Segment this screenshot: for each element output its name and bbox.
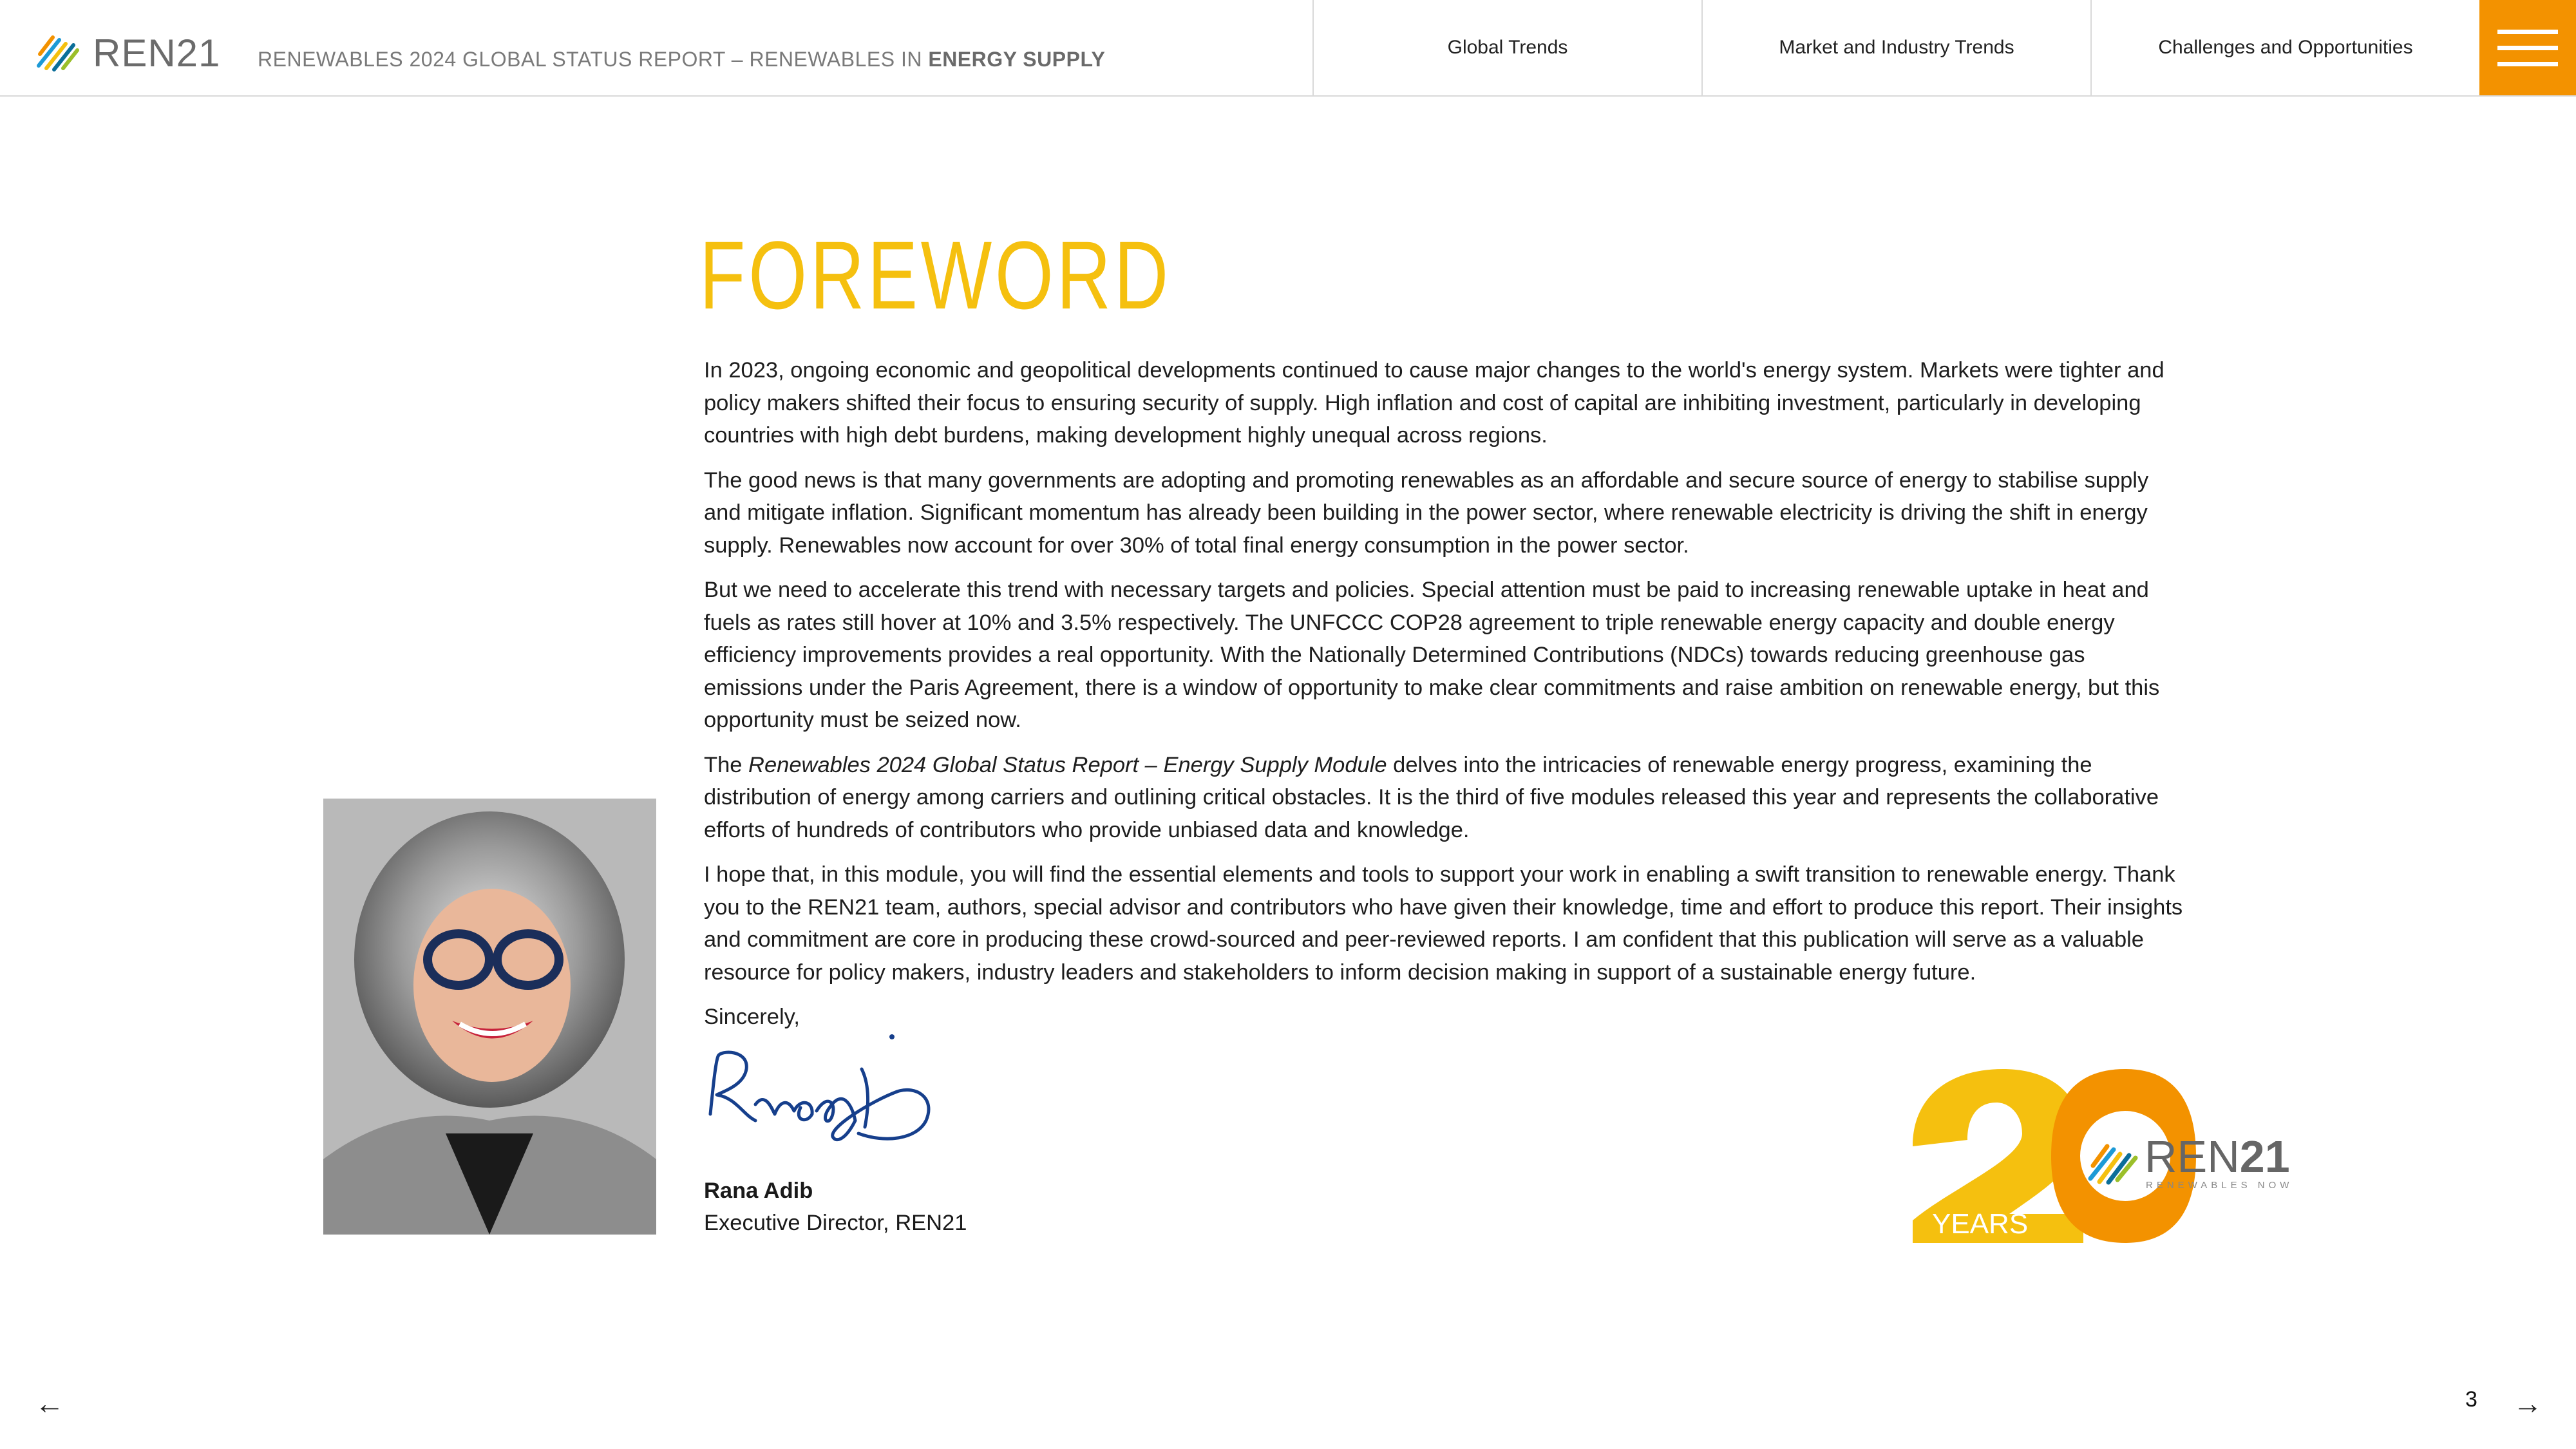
signature-image	[704, 1030, 942, 1153]
menu-line	[2497, 62, 2558, 66]
anniv-brand: REN21	[2145, 1132, 2290, 1182]
report-name: Renewables 2024 Global Status Report – Energy Supply Module	[748, 752, 1387, 777]
tab-challenges-opportunities[interactable]: Challenges and Opportunities	[2090, 0, 2479, 95]
anniv-tagline: RENEWABLES NOW	[2146, 1180, 2293, 1191]
tab-market-industry-trends[interactable]: Market and Industry Trends	[1701, 0, 2090, 95]
paragraph: The good news is that many governments are adopting and promoting renewables as an affordable and secure source of energy to stabilise supply and mitigate inflation. Significant momentum has already been building in the power sector, where renewable electricity is driving the shift in energy supply. Renewables now account for over 30% of total final energy consumption in the power sector.	[704, 468, 2149, 558]
portrait-illustration	[323, 799, 656, 1235]
arrow-right-icon[interactable]: →	[2513, 1387, 2543, 1420]
ren21-logo-icon	[33, 28, 82, 77]
years-label: YEARS	[1932, 1208, 2029, 1240]
closing: Sincerely,	[704, 1005, 800, 1029]
paragraph-suffix: delves into the intricacies of renewable energy progress, examining the distribution of energy among carriers and outlining critical obstacles. It is the third of five modules released this year and represents the collaborative efforts of hundreds of contributors who provide unbiased data and knowledge.	[704, 752, 2159, 842]
page-title: FOREWORD	[699, 221, 1171, 329]
section-nav	[1312, 0, 2479, 95]
arrow-left-icon[interactable]: ←	[35, 1387, 64, 1420]
paragraph-prefix: The	[704, 752, 749, 777]
tab-global-trends[interactable]: Global Trends	[1312, 0, 1701, 95]
paragraph	[704, 749, 2185, 847]
top-bar	[0, 0, 2576, 97]
menu-line	[2497, 46, 2558, 50]
ren21-logo[interactable]	[33, 28, 220, 77]
portrait-photo	[323, 799, 656, 1235]
hamburger-menu-icon[interactable]	[2479, 0, 2576, 95]
paragraph: In 2023, ongoing economic and geopolitical developments continued to cause major changes to the world's energy system. Markets were tighter and policy makers shifted their focus to ensuring security of supply. High inflation and cost of capital are inhibiting investment, particularly in developing countries with high debt burdens, making development highly unequal across regions.	[704, 358, 2164, 448]
signer-name: Rana Adib	[704, 1179, 813, 1203]
report-title-emphasis: ENERGY SUPPLY	[928, 48, 1106, 71]
report-title	[258, 48, 1105, 71]
paragraph: I hope that, in this module, you will find the essential elements and tools to support your work in enabling a swift transition to renewable energy. Thank you to the REN21 team, authors, special advisor and contributors who have given their knowledge, time and effort to produce this report. Their insights and commitment are core in producing these crowd-sourced and peer-reviewed reports. I am confident that this publication will serve as a valuable resource for policy makers, industry leaders and stakeholders to inform decision making in support of a sustainable energy future.	[704, 862, 2183, 985]
foreword-body	[704, 354, 2185, 1046]
menu-line	[2497, 30, 2558, 34]
page-number: 3	[2465, 1387, 2477, 1412]
report-title-text: RENEWABLES 2024 GLOBAL STATUS REPORT – RENEWABLES IN	[258, 48, 922, 71]
brand-name: REN21	[93, 31, 221, 75]
signer-role: Executive Director, REN21	[704, 1211, 967, 1235]
ren21-20-years-logo	[1913, 1069, 2312, 1243]
paragraph: But we need to accelerate this trend with necessary targets and policies. Special attention must be paid to increasing renewable uptake in heat and fuels as rates still hover at 10% and 3.5% respectively. The UNFCCC COP28 agreement to triple renewable energy capacity and double energy efficiency improvements provides a real opportunity. With the Nationally Determined Contributions (NDCs) towards reducing greenhouse gas emissions under the Paris Agreement, there is a window of opportunity to make clear commitments and raise ambition on renewable energy, but this opportunity must be seized now.	[704, 578, 2160, 732]
